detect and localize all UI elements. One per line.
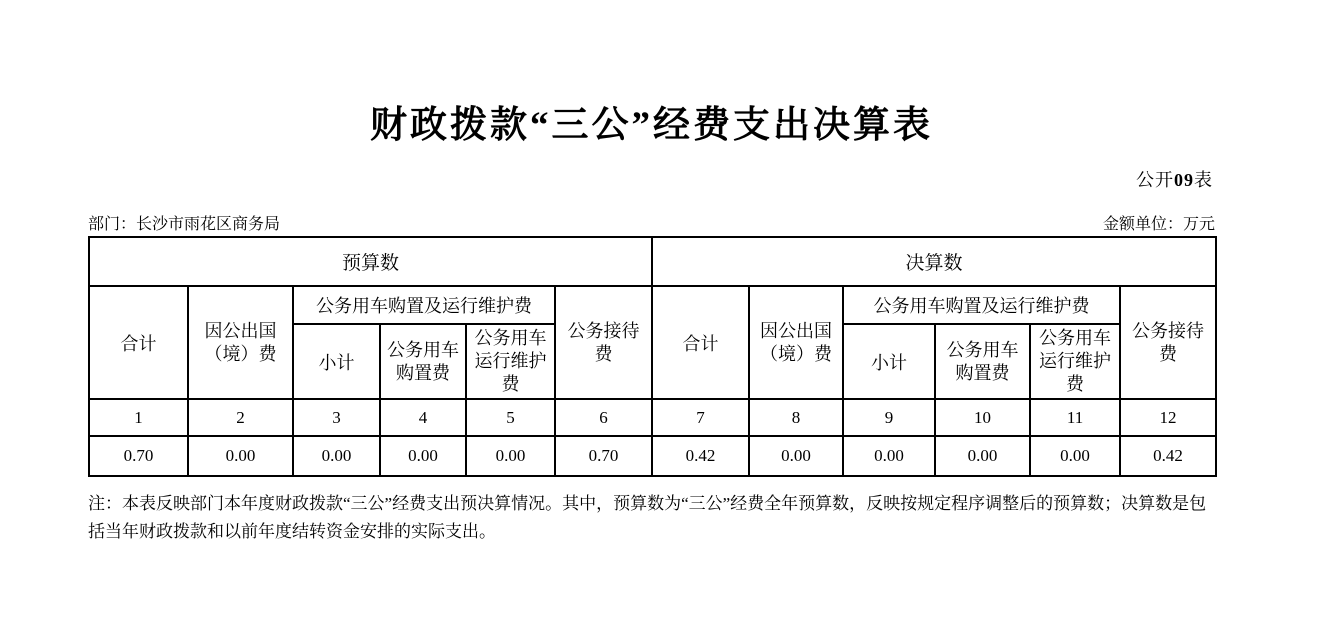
value-final-vehicle-purchase: 0.00: [935, 436, 1030, 476]
document-content: [88, 0, 1215, 618]
col-number-9: 9: [843, 399, 935, 436]
group-header-budget: 预算数: [89, 237, 652, 286]
col-header-budget-vehicle-group: 公务用车购置及运行维护费: [293, 286, 555, 324]
form-code: [1136, 166, 1213, 192]
header-line: 公务用车: [1039, 328, 1112, 348]
col-number-3: 3: [293, 399, 380, 436]
col-header-final-vehicle-subtotal: 小计: [843, 324, 935, 399]
header-line: 运行维护: [474, 351, 547, 371]
col-header-final-vehicle-purchase: [935, 324, 1030, 399]
header-line: 公务接待: [567, 320, 640, 341]
header-line: 公务用车: [387, 339, 459, 360]
header-line: 费: [1066, 374, 1085, 394]
col-header-budget-vehicle-subtotal: 小计: [293, 324, 380, 399]
col-number-12: 12: [1120, 399, 1216, 436]
value-budget-abroad: 0.00: [188, 436, 293, 476]
table-note: 注：本表反映部门本年度财政拨款“三公”经费支出预决算情况。其中，预算数为“三公”经费全年预算数，反映按规定程序调整后的预算数；决算数是包括当年财政拨款和以前年度结转资金安排的实际支出。: [88, 494, 1207, 541]
header-line: 因公出国: [204, 320, 277, 341]
header-line: 费: [594, 343, 613, 364]
col-header-budget-abroad: [188, 286, 293, 399]
header-line: 运行维护: [1039, 351, 1112, 371]
header-line: （境）费: [760, 343, 833, 364]
col-header-final-total: 合计: [652, 286, 749, 399]
column-header-row-1: [89, 286, 1216, 324]
value-budget-total: 0.70: [89, 436, 188, 476]
header-line: 因公出国: [760, 320, 833, 341]
column-number-row: [89, 399, 1216, 436]
col-header-budget-vehicle-maintenance: [466, 324, 555, 399]
col-header-budget-vehicle-purchase: [380, 324, 466, 399]
value-final-abroad: 0.00: [749, 436, 843, 476]
form-code-prefix: 公开: [1136, 170, 1174, 190]
col-number-8: 8: [749, 399, 843, 436]
department-label: 部门：长沙市雨花区商务局: [88, 216, 281, 233]
col-number-11: 11: [1030, 399, 1120, 436]
col-number-5: 5: [466, 399, 555, 436]
value-final-vehicle-maintenance: 0.00: [1030, 436, 1120, 476]
page-title: 财政拨款“三公”经费支出决算表: [370, 105, 933, 146]
value-budget-reception: 0.70: [555, 436, 652, 476]
header-line: 购置费: [955, 362, 1010, 383]
col-number-6: 6: [555, 399, 652, 436]
col-header-budget-reception: [555, 286, 652, 399]
header-line: 公务用车: [946, 339, 1019, 360]
value-final-reception: 0.42: [1120, 436, 1216, 476]
header-line: 购置费: [396, 362, 450, 383]
col-number-4: 4: [380, 399, 466, 436]
col-header-final-vehicle-group: 公务用车购置及运行维护费: [843, 286, 1120, 324]
data-row: [89, 436, 1216, 476]
three-public-expense-table: [88, 236, 1217, 477]
value-budget-vehicle-maintenance: 0.00: [466, 436, 555, 476]
group-header-final: 决算数: [652, 237, 1216, 286]
col-header-final-vehicle-maintenance: [1030, 324, 1120, 399]
form-code-number: 09: [1174, 170, 1194, 190]
col-header-budget-total: 合计: [89, 286, 188, 399]
col-number-1: 1: [89, 399, 188, 436]
value-final-vehicle-subtotal: 0.00: [843, 436, 935, 476]
group-header-row: [89, 237, 1216, 286]
header-line: 公务用车: [474, 328, 547, 348]
col-number-10: 10: [935, 399, 1030, 436]
header-line: 费: [1159, 343, 1178, 364]
form-code-suffix: 表: [1194, 170, 1213, 190]
col-header-final-reception: [1120, 286, 1216, 399]
col-number-7: 7: [652, 399, 749, 436]
table-meta-row: [88, 211, 1215, 234]
header-line: 费: [501, 374, 520, 394]
header-line: （境）费: [204, 343, 277, 364]
value-final-total: 0.42: [652, 436, 749, 476]
amount-unit-label: 金额单位：万元: [1102, 216, 1215, 233]
header-line: 公务接待: [1132, 320, 1205, 341]
col-number-2: 2: [188, 399, 293, 436]
col-header-final-abroad: [749, 286, 843, 399]
value-budget-vehicle-purchase: 0.00: [380, 436, 466, 476]
value-budget-vehicle-subtotal: 0.00: [293, 436, 380, 476]
